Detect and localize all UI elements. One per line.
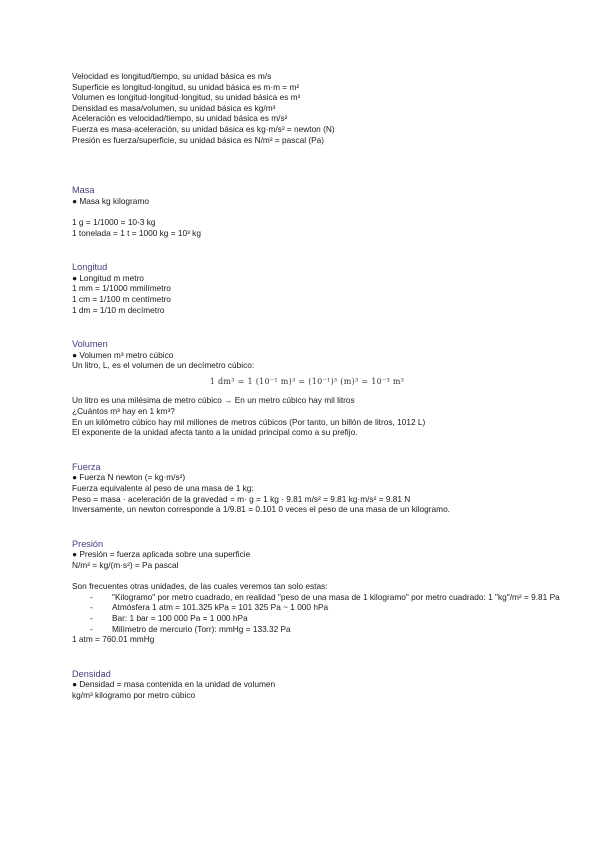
list-dash: - — [90, 602, 93, 613]
presion-line: 1 atm = 760.01 mmHg — [72, 634, 155, 645]
intro-line: Densidad es masa/volumen, su unidad básica es kg/m³ — [72, 102, 276, 113]
masa-line: 1 tonelada = 1 t = 1000 kg = 10³ kg — [72, 227, 201, 238]
volume-equation: 1 dm³ = 1 (10⁻¹ m)³ = (10⁻¹)³ (m)³ = 10⁻³ m³ — [209, 376, 405, 386]
bullet-volumen: ● Volumen m³ metro cúbico — [72, 349, 174, 360]
bullet-densidad: ● Densidad = masa contenida en la unidad de volumen — [72, 679, 276, 690]
section-masa — [72, 185, 542, 238]
intro-line: Aceleración es velocidad/tiempo, su unidad básica es m/s² — [72, 113, 288, 124]
list-dash: - — [90, 591, 93, 602]
bullet-presion: ● Presión = fuerza aplicada sobre una superficie — [72, 549, 251, 560]
section-title-fuerza: Fuerza — [72, 461, 101, 472]
list-item-text: Milímetro de mercurio (Torr): mmHg = 133.32 Pa — [112, 623, 291, 634]
section-title-longitud: Longitud — [72, 262, 108, 273]
bullet-longitud: ● Longitud m metro — [72, 272, 144, 283]
list-item — [72, 613, 542, 624]
section-title-presion: Presión — [72, 538, 104, 549]
fuerza-line: Fuerza equivalente al peso de una masa de 1 kg: — [72, 483, 254, 494]
section-densidad — [72, 669, 542, 701]
longitud-line: 1 dm = 1/10 m decímetro — [72, 304, 165, 315]
volumen-line: ¿Cuántos m³ hay en 1 km³? — [72, 406, 175, 417]
list-item-text: Atmósfera 1 atm = 101.325 kPa = 101 325 Pa ~ 1 000 hPa — [112, 602, 329, 613]
intro-line: Velocidad es longitud/tiempo, su unidad básica es m/s — [72, 71, 272, 81]
intro-line: Fuerza es masa·aceleración, su unidad básica es kg·m/s² = newton (N) — [72, 123, 335, 134]
list-item-text: Bar: 1 bar = 100 000 Pa = 1 000 hPa — [112, 612, 248, 623]
list-item — [72, 624, 542, 635]
masa-line: 1 g = 1/1000 = 10-3 kg — [72, 216, 156, 227]
list-item-text: "Kilogramo" por metro cuadrado, en realidad "peso de una masa de 1 kilogramo" por metro cuadrado: 1 "kg"/m² = 9.81 Pa — [112, 591, 560, 602]
densidad-line: kg/m³ kilogramo por metro cúbico — [72, 689, 196, 700]
document-page — [72, 71, 560, 701]
longitud-line: 1 mm = 1/1000 mmilímetro — [72, 283, 171, 294]
fuerza-line: Inversamente, un newton corresponde a 1/9.81 = 0.101 0 veces el peso de una masa de un kilogramo. — [72, 504, 450, 515]
bullet-fuerza: ● Fuerza N newton (= kg·m/s²) — [72, 472, 186, 483]
fuerza-line: Peso = masa · aceleración de la gravedad = m· g = 1 kg · 9.81 m/s² = 9.81 kg·m/s² = 9.81 N — [72, 493, 411, 504]
intro-block — [72, 71, 542, 145]
section-fuerza — [72, 462, 542, 515]
section-volumen — [72, 339, 542, 438]
section-title-densidad: Densidad — [72, 668, 111, 679]
intro-line: Superficie es longitud·longitud, su unidad básica es m·m = m² — [72, 81, 300, 92]
longitud-line: 1 cm = 1/100 m centímetro — [72, 293, 171, 304]
volumen-line: Un litro es una milésima de metro cúbico → En un metro cúbico hay mil litros — [72, 395, 355, 406]
presion-line: N/m² = kg/(m·s²) = Pa pascal — [72, 560, 179, 570]
list-dash: - — [90, 612, 93, 623]
presion-unit-list — [72, 591, 560, 634]
section-longitud — [72, 262, 542, 315]
section-title-volumen: Volumen — [72, 339, 108, 350]
volumen-line: Un litro, L, es el volumen de un decímetro cúbico: — [72, 360, 255, 371]
list-item — [72, 592, 580, 603]
list-item — [72, 602, 542, 613]
bullet-masa: ● Masa kg kilogramo — [72, 195, 149, 206]
presion-line: Son frecuentes otras unidades, de las cuales veremos tan solo estas: — [72, 581, 328, 592]
section-title-masa: Masa — [72, 185, 95, 196]
volumen-line: El exponente de la unidad afecta tanto a la unidad principal como a su prefijo. — [72, 427, 358, 438]
volumen-line: En un kilómetro cúbico hay mil millones de metros cúbicos (Por tanto, un billón de litros, 1012 L) — [72, 416, 426, 427]
list-dash: - — [90, 623, 93, 634]
intro-line: Volumen es longitud·longitud·longitud, su unidad básica es m³ — [72, 92, 301, 103]
section-presion — [72, 538, 560, 645]
intro-line: Presión es fuerza/superficie, su unidad básica es N/m² = pascal (Pa) — [72, 134, 325, 145]
